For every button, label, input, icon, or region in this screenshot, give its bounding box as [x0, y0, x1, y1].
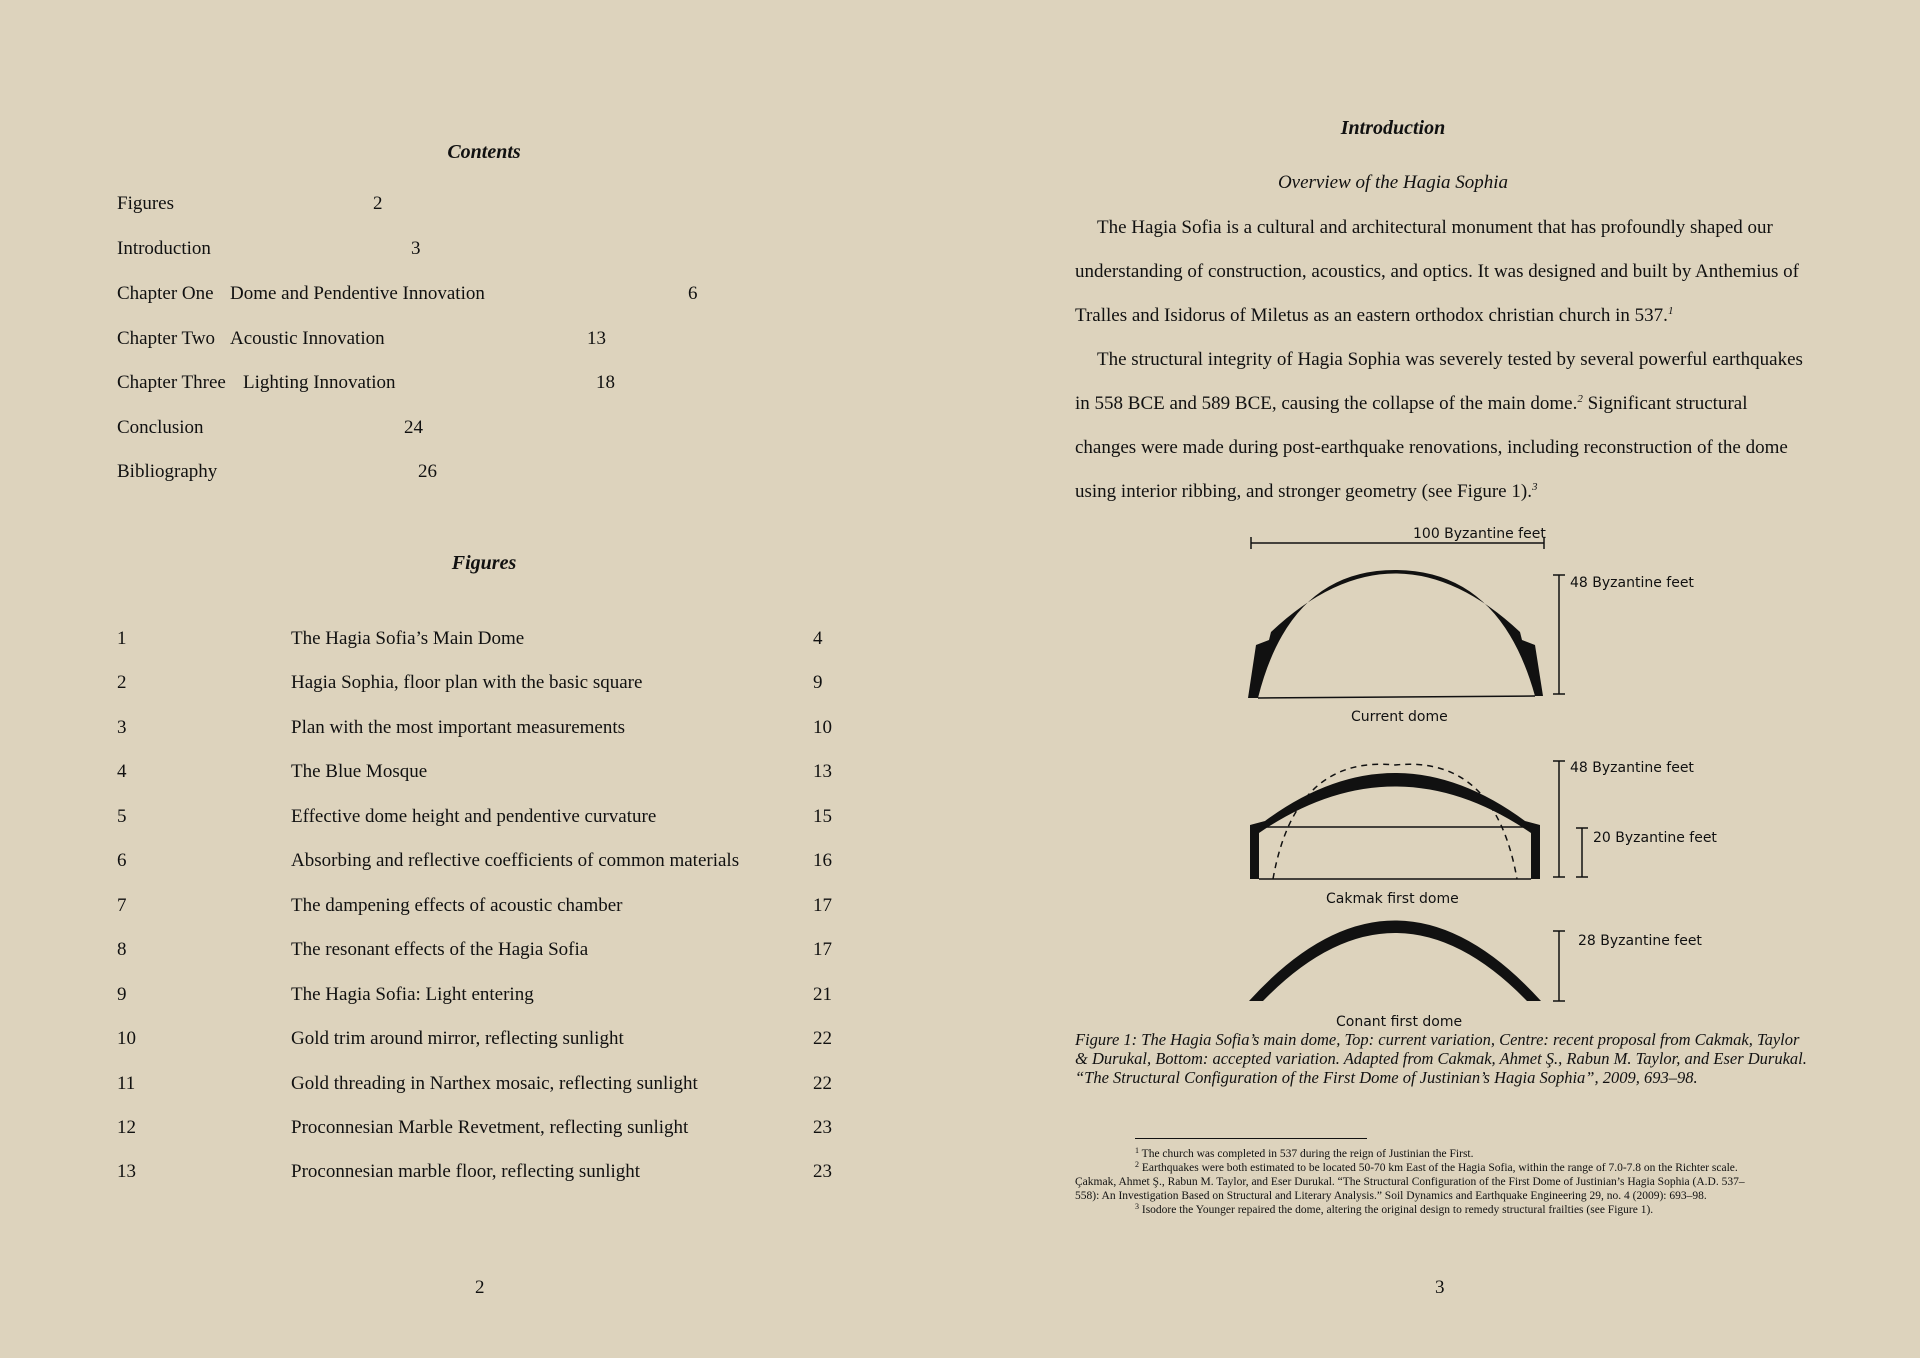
figure-page: 23 [813, 1117, 832, 1138]
paragraph-text: The Hagia Sofia is a cultural and architectural monument that has profoundly shaped our understanding of construction, acoustics, and optics. It was designed and built by Anthemius of Tralles and Isidorus of Miletus as an eastern orthodox christian church in 537. [1075, 217, 1799, 326]
figure-title: Effective dome height and pendentive curvature [291, 806, 657, 827]
footnote [1075, 1161, 1765, 1203]
paragraph [1075, 206, 1805, 338]
figure-number: 4 [117, 761, 127, 782]
figure-row[interactable] [117, 761, 857, 787]
toc-page: 6 [688, 283, 698, 304]
figure-number: 3 [117, 717, 127, 738]
cakmak-dome [1250, 760, 1717, 907]
toc-chapter: Chapter Two [117, 328, 216, 349]
figure-row[interactable] [117, 1161, 857, 1187]
figure-row[interactable] [117, 1028, 857, 1054]
footnote-ref[interactable]: 1 [1667, 305, 1674, 317]
figure-title: Absorbing and reflective coefficients of common materials [291, 850, 740, 871]
body-text [1075, 206, 1805, 514]
toc-row[interactable] [117, 238, 447, 264]
figure-page: 21 [813, 984, 832, 1005]
figure-number: 10 [117, 1028, 136, 1049]
toc-chapter: Bibliography [117, 461, 218, 482]
toc-chapter: Chapter Three [117, 372, 226, 393]
toc-row[interactable] [117, 283, 717, 309]
figure-row[interactable] [117, 717, 857, 743]
figure-page: 17 [813, 895, 832, 916]
dome-diagram [1075, 515, 1815, 1035]
footnote-number: 3 [1135, 1202, 1139, 1211]
footnote [1075, 1147, 1765, 1161]
conant-dome [1249, 921, 1702, 1031]
figure-number: 5 [117, 806, 127, 827]
figure-number: 6 [117, 850, 127, 871]
figure-title: The resonant effects of the Hagia Sofia [291, 939, 589, 960]
figure-title: The Hagia Sofia’s Main Dome [291, 628, 525, 649]
footnote-text: The church was completed in 537 during the reign of Justinian the First. [1139, 1148, 1474, 1160]
figure-page: 16 [813, 850, 832, 871]
toc-title: Dome and Pendentive Innovation [230, 283, 485, 304]
contents-heading: Contents [447, 141, 521, 163]
current-dome [1248, 570, 1694, 725]
toc-page: 24 [404, 417, 423, 438]
cakmak-dome-label: Cakmak first dome [1326, 891, 1459, 907]
toc-chapter: Figures [117, 193, 174, 214]
toc-chapter: Introduction [117, 238, 211, 259]
conant-height-label: 28 Byzantine feet [1578, 933, 1702, 949]
dome-diagram-svg [1075, 515, 1815, 1035]
paragraph-text: Significant structural changes were made during post-earthquake renovations, including reconstruction of the dome using interior ribbing, and stronger geometry (see Figure 1). [1075, 393, 1788, 502]
footnote-number: 1 [1135, 1146, 1139, 1155]
toc-page: 13 [587, 328, 606, 349]
figure-row[interactable] [117, 850, 857, 876]
current-dome-label: Current dome [1351, 709, 1448, 725]
figure-row[interactable] [117, 628, 857, 654]
figure-number: 12 [117, 1117, 136, 1138]
figure-row[interactable] [117, 895, 857, 921]
footnotes [1075, 1147, 1765, 1217]
figure-title: The dampening effects of acoustic chamber [291, 895, 623, 916]
toc-page: 2 [373, 193, 383, 214]
figure-title: Proconnesian Marble Revetment, reflecting sunlight [291, 1117, 689, 1138]
figure-number: 8 [117, 939, 127, 960]
paragraph [1075, 338, 1805, 514]
cakmak-height-label: 48 Byzantine feet [1570, 760, 1694, 776]
figure-number: 7 [117, 895, 127, 916]
width-label: 100 Byzantine feet [1413, 526, 1546, 542]
figure-page: 22 [813, 1073, 832, 1094]
figure-number: 1 [117, 628, 127, 649]
toc-row[interactable] [117, 193, 417, 219]
figure-page: 4 [813, 628, 823, 649]
figure-page: 15 [813, 806, 832, 827]
toc-row[interactable] [117, 417, 447, 443]
footnote-ref[interactable]: 2 [1577, 393, 1583, 405]
toc-row[interactable] [117, 372, 637, 398]
footnote-ref[interactable]: 3 [1531, 481, 1538, 493]
figure-number: 13 [117, 1161, 136, 1182]
figure-page: 17 [813, 939, 832, 960]
footnote [1075, 1203, 1765, 1217]
width-dimension [1251, 526, 1546, 549]
paragraph-text: The structural integrity of Hagia Sophia was severely tested by several powerful earthquakes in 558 BCE and 589 BCE, causing the collapse of the main dome. [1075, 349, 1803, 414]
figure-number: 2 [117, 672, 127, 693]
figure-title: Plan with the most important measurements [291, 717, 626, 738]
figure-page: 23 [813, 1161, 832, 1182]
page-number: 2 [475, 1277, 485, 1298]
section-subheading: Overview of the Hagia Sophia [1277, 172, 1509, 193]
right-page [960, 0, 1920, 1358]
toc-row[interactable] [117, 461, 447, 487]
figure-page: 22 [813, 1028, 832, 1049]
toc-title: Lighting Innovation [243, 372, 396, 393]
current-height-label: 48 Byzantine feet [1570, 575, 1694, 591]
figure-title: Gold threading in Narthex mosaic, reflecting sunlight [291, 1073, 698, 1094]
toc-chapter: Chapter One [117, 283, 214, 304]
figure-row[interactable] [117, 939, 857, 965]
figure-page: 10 [813, 717, 832, 738]
conant-dome-label: Conant first dome [1336, 1014, 1463, 1030]
figure-caption: Figure 1: The Hagia Sofia’s main dome, Top: current variation, Centre: recent proposal from Cakmak, Taylor & Durukal, Bottom: accepted variation. Adapted from Cakmak, Ahmet Ş., Rabun M. Taylor, and Eser Durukal. “The Structural Configuration of the First Dome of Justinian’s Hagia Sophia”, 2009, 693–98. [1075, 1030, 1807, 1087]
toc-page: 26 [418, 461, 437, 482]
figure-title: The Hagia Sofia: Light entering [291, 984, 534, 1005]
figure-title: Proconnesian marble floor, reflecting sunlight [291, 1161, 641, 1182]
figure-title: Hagia Sophia, floor plan with the basic square [291, 672, 643, 693]
figure-number: 11 [117, 1073, 136, 1094]
figure-title: The Blue Mosque [291, 761, 428, 782]
introduction-heading: Introduction [1340, 117, 1446, 139]
figure-number: 9 [117, 984, 127, 1005]
figures-heading: Figures [451, 552, 517, 574]
footnote-divider [1135, 1138, 1367, 1139]
toc-title: Acoustic Innovation [230, 328, 385, 349]
figure-page: 13 [813, 761, 832, 782]
footnote-text: Isodore the Younger repaired the dome, altering the original design to remedy structural frailties (see Figure 1). [1139, 1204, 1654, 1216]
toc-page: 3 [411, 238, 421, 259]
figure-title: Gold trim around mirror, reflecting sunlight [291, 1028, 624, 1049]
figure-row[interactable] [117, 984, 857, 1010]
figure-row[interactable] [117, 1073, 857, 1099]
figure-row[interactable] [117, 672, 857, 698]
page-number: 3 [1435, 1277, 1445, 1298]
toc-row[interactable] [117, 328, 637, 354]
cakmak-inner-label: 20 Byzantine feet [1593, 830, 1717, 846]
toc-chapter: Conclusion [117, 417, 204, 438]
footnote-text: Earthquakes were both estimated to be located 50-70 km East of the Hagia Sofia, within the range of 7.0-7.8 on the Richter scale. Çakmak, Ahmet Ş., Rabun M. Taylor, and Eser Durukal. “The Structural Configuration of the First Dome of Justinian’s Hagia Sophia (A.D. 537–558): An Investigation Based on Structural and Literary Analysis.” Soil Dynamics and Earthquake Engineering 29, no. 4 (2009): 693–98. [1075, 1162, 1745, 1202]
figure-page: 9 [813, 672, 823, 693]
footnote-number: 2 [1135, 1160, 1139, 1169]
figure-row[interactable] [117, 1117, 857, 1143]
toc-page: 18 [596, 372, 615, 393]
figure-row[interactable] [117, 806, 857, 832]
